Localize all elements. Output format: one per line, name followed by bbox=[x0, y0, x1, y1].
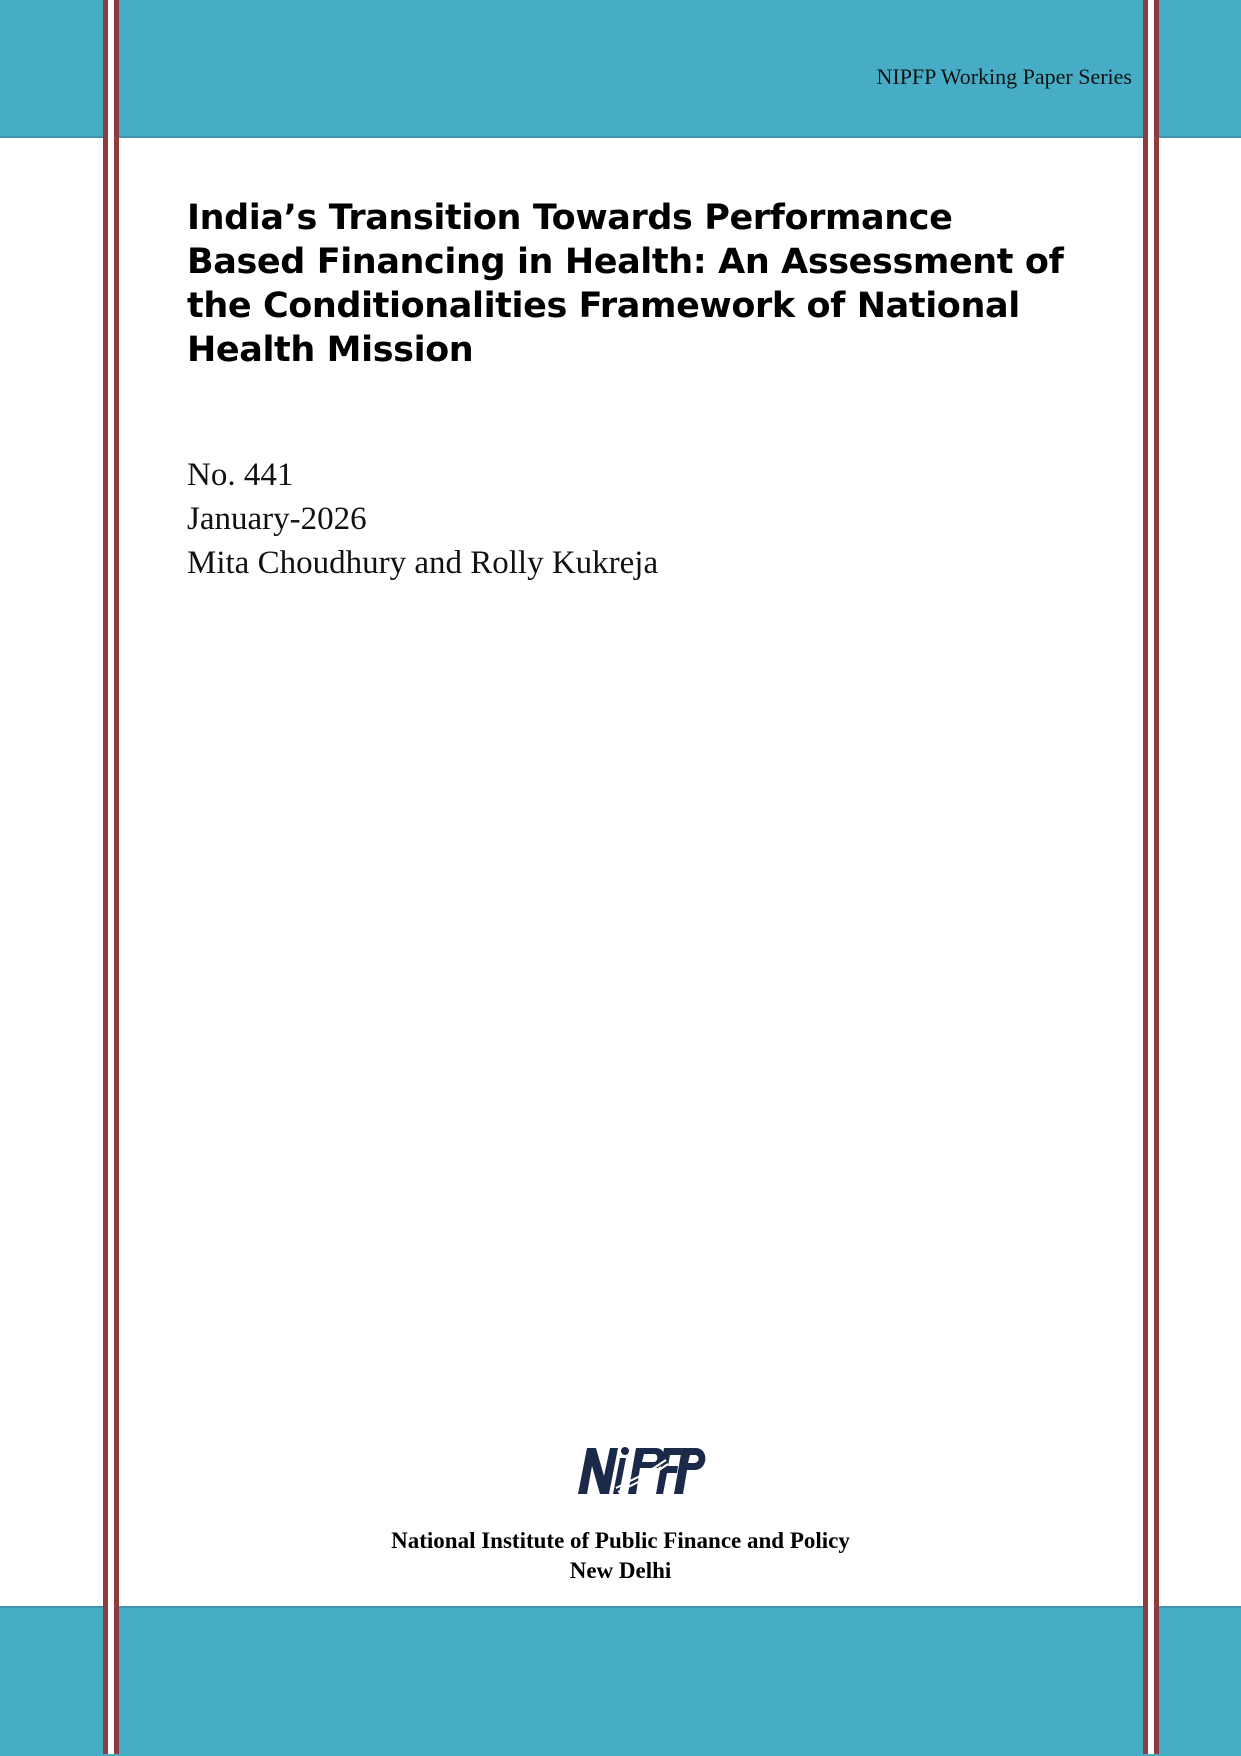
footer-band bbox=[0, 1606, 1241, 1756]
left-border-rule-inner bbox=[114, 0, 119, 1754]
institute-name: National Institute of Public Finance and Policy bbox=[391, 1528, 850, 1553]
right-border-rule-outer bbox=[1154, 0, 1159, 1754]
paper-authors: Mita Choudhury and Rolly Kukreja bbox=[187, 545, 659, 581]
nipfp-logo-mark bbox=[578, 1447, 705, 1494]
institute-city: New Delhi bbox=[569, 1558, 672, 1583]
nipfp-logo bbox=[570, 1428, 710, 1508]
paper-meta bbox=[187, 453, 658, 585]
paper-date: January-2026 bbox=[187, 501, 367, 537]
series-label: NIPFP Working Paper Series bbox=[876, 64, 1132, 89]
paper-title: India’s Transition Towards Performance Based Financing in Health: An Assessment of the Conditionalities Framework of National Health Mission bbox=[187, 198, 1064, 370]
paper-number: No. 441 bbox=[187, 457, 294, 493]
